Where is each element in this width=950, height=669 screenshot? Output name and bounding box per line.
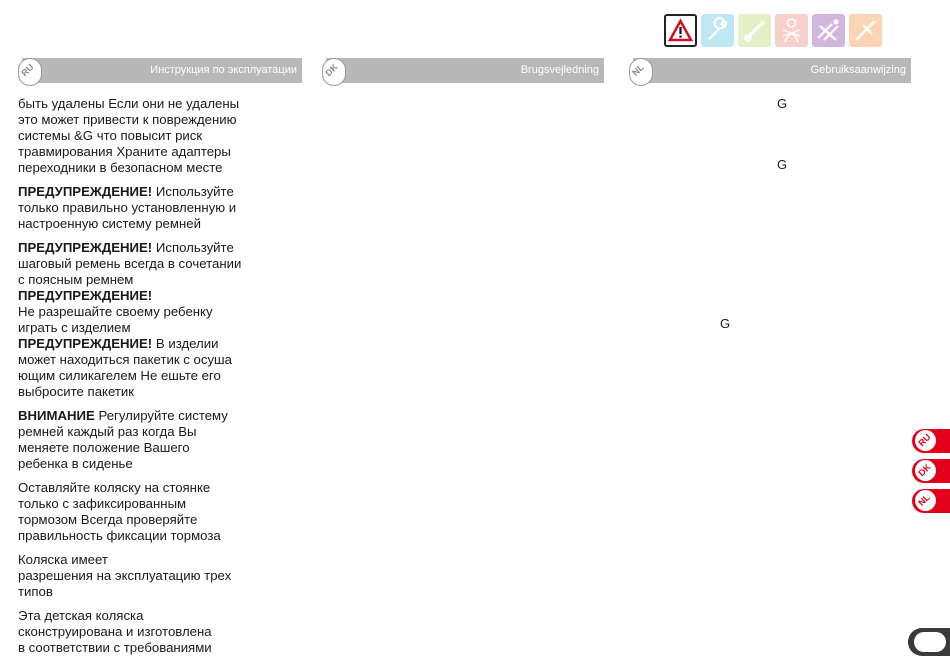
lang-tab-nl: NL [629, 58, 653, 86]
stroller-handle-icon [738, 14, 771, 47]
ru-paragraph: Коляска имеет разрешения на эксплуатацию трех типов [18, 552, 232, 599]
header-ru [19, 58, 302, 83]
nl-g-mark: G [777, 157, 788, 172]
ru-paragraph: ПРЕДУПРЕЖДЕНИЕ! Не разрешайте своему ребенку играть с изделием [18, 288, 213, 335]
header-ru-title: Инструкция по эксплуатации [150, 64, 297, 76]
side-tab-dk[interactable] [912, 459, 950, 483]
header-dk [323, 58, 604, 83]
page-number-field [914, 632, 946, 652]
ru-paragraph: Оставляйте коляску на стоянке только с зафиксированным тормозом Всегда проверяйте правильность фиксации тормоза [18, 480, 221, 543]
wrench-icon [701, 14, 734, 47]
header-nl [630, 58, 911, 83]
side-tab-ru[interactable] [912, 429, 950, 453]
lang-badge: RU [915, 430, 936, 451]
side-tab-nl[interactable] [912, 489, 950, 513]
nl-g-mark: G [777, 96, 788, 111]
lang-tab-ru: RU [18, 58, 42, 86]
warning-triangle-icon [664, 14, 697, 47]
ru-paragraph: ПРЕДУПРЕЖДЕНИЕ! Используйте только правильно установленную и настроенную систему ремней [18, 184, 237, 231]
ru-paragraph: ВНИМАНИЕ Регулируйте систему ремней каждый раз когда Вы меняете положение Вашего ребенка в сиденье [18, 408, 228, 471]
ru-paragraph: быть удалены Если они не удалены это может привести к повреждению системы &G что повысит риск травмирования Храните адаптеры переходники в безопасном месте [18, 96, 240, 175]
tools-icon [849, 14, 882, 47]
child-harness-icon [775, 14, 808, 47]
category-icons [664, 14, 882, 47]
header-nl-title: Gebruiksaanwijzing [810, 64, 906, 76]
ru-paragraph: ПРЕДУПРЕЖДЕНИЕ! В изделии может находиться пакетик с осуша ющим силикагелем Не ешьте его выбросите пакетик [18, 336, 232, 399]
lang-badge: NL [915, 490, 936, 511]
page-number-tab [908, 628, 950, 656]
ru-paragraph: Эта детская коляска сконструирована и изготовлена в соответствии с требованиями [18, 608, 212, 655]
dk-g-mark: G [720, 316, 731, 331]
ru-text-column [18, 96, 303, 664]
lang-badge: DK [915, 460, 936, 481]
ru-paragraph: ПРЕДУПРЕЖДЕНИЕ! Используйте шаговый ремень всегда в сочетании с поясным ремнем [18, 240, 242, 287]
header-dk-title: Brugsvejledning [520, 64, 599, 76]
lang-tab-dk: DK [322, 58, 346, 86]
folding-icon [812, 14, 845, 47]
